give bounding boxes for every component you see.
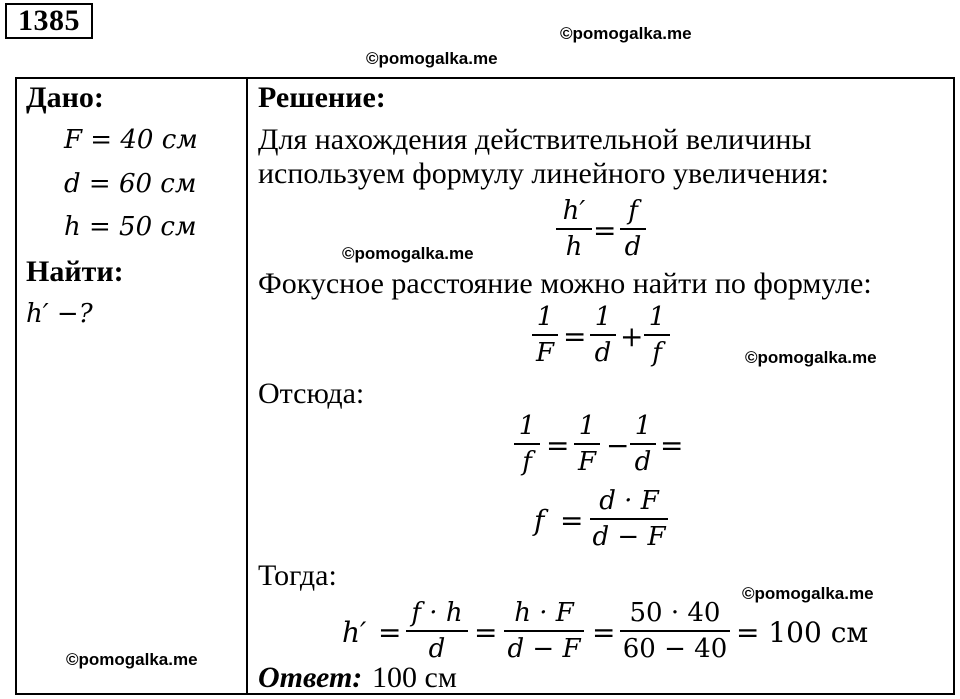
hence-text: Отсюда: — [258, 377, 365, 410]
fraction-numerator: f — [628, 196, 638, 226]
fraction-numerator: 1 — [634, 411, 652, 441]
intro-line-1: Для нахождения действительной величины — [258, 123, 812, 156]
formula-5-fraction-a — [406, 598, 468, 664]
watermark: ©pomogalka.me — [366, 49, 498, 68]
equals-sign: = — [474, 616, 498, 649]
answer-label: Ответ: — [258, 661, 363, 694]
formula-5-lhs: h′ — [342, 616, 367, 649]
fraction-bar — [630, 443, 656, 445]
equals-sign: = — [378, 616, 402, 649]
fraction-numerator: f · h — [411, 598, 463, 628]
fraction-bar — [620, 630, 730, 632]
find-heading: Найти: — [26, 255, 124, 288]
fraction-denominator: f — [652, 338, 662, 368]
then-text: Тогда: — [258, 559, 337, 592]
fraction-bar — [590, 518, 668, 520]
fraction-denominator: F — [535, 338, 555, 368]
equals-sign: = — [563, 320, 587, 353]
formula-1-left-fraction — [556, 196, 592, 262]
formula-2-right-fraction — [644, 302, 670, 368]
intro-line-2: используем формулу линейного увеличения: — [258, 157, 829, 190]
column-divider — [246, 77, 248, 695]
fraction-numerator: 1 — [648, 302, 666, 332]
fraction-numerator: 1 — [594, 302, 612, 332]
formula-3-right-fraction — [630, 411, 656, 477]
given-object-height: h = 50 см — [64, 212, 197, 242]
given-object-distance: d = 60 см — [64, 169, 197, 199]
given-focal-length: F = 40 см — [64, 125, 198, 155]
fraction-numerator: 1 — [518, 411, 536, 441]
fraction-denominator: d — [634, 447, 652, 477]
watermark: ©pomogalka.me — [742, 584, 874, 603]
watermark: ©pomogalka.me — [342, 244, 474, 263]
watermark: ©pomogalka.me — [66, 650, 198, 669]
formula-5-fraction-b — [504, 598, 584, 664]
plus-sign: + — [620, 320, 644, 353]
formula-5-fraction-c — [620, 598, 730, 664]
focal-length-text: Фокусное расстояние можно найти по формуле: — [258, 267, 872, 300]
watermark: ©pomogalka.me — [745, 348, 877, 367]
equals-sign: = — [660, 429, 684, 462]
fraction-denominator: f — [522, 447, 532, 477]
formula-4-fraction — [590, 486, 668, 552]
fraction-bar — [590, 334, 616, 336]
fraction-denominator: d — [594, 338, 612, 368]
find-value: h′ −? — [26, 299, 93, 329]
formula-4-lhs: f — [534, 504, 545, 537]
equals-sign: = — [546, 429, 570, 462]
fraction-denominator: F — [577, 447, 597, 477]
formula-3-left-fraction — [514, 411, 540, 477]
fraction-numerator: d · F — [599, 486, 659, 516]
fraction-numerator: 50 · 40 — [629, 598, 721, 628]
fraction-denominator: d — [428, 634, 446, 664]
equals-sign: = — [593, 214, 617, 247]
minus-sign: − — [606, 429, 630, 462]
problem-number: 1385 — [5, 3, 93, 39]
fraction-bar — [504, 630, 584, 632]
solution-heading: Решение: — [258, 81, 386, 114]
formula-2-middle-fraction — [590, 302, 616, 368]
fraction-bar — [406, 630, 468, 632]
fraction-numerator: h · F — [514, 598, 574, 628]
fraction-numerator: 1 — [578, 411, 596, 441]
formula-5-result: = 100 см — [736, 616, 869, 649]
formula-2-left-fraction — [532, 302, 558, 368]
answer-value: 100 см — [372, 661, 457, 694]
fraction-bar — [620, 228, 646, 230]
equals-sign: = — [592, 616, 616, 649]
fraction-bar — [556, 228, 592, 230]
given-heading: Дано: — [26, 81, 104, 114]
fraction-denominator: h — [565, 232, 583, 262]
formula-3-middle-fraction — [574, 411, 600, 477]
equals-sign: = — [560, 504, 584, 537]
fraction-numerator: h′ — [562, 196, 586, 226]
fraction-numerator: 1 — [536, 302, 554, 332]
fraction-denominator: d − F — [507, 634, 581, 664]
fraction-denominator: d − F — [592, 522, 666, 552]
fraction-bar — [644, 334, 670, 336]
fraction-denominator: d — [624, 232, 642, 262]
formula-1-right-fraction — [620, 196, 646, 262]
fraction-bar — [574, 443, 600, 445]
fraction-bar — [514, 443, 540, 445]
fraction-denominator: 60 − 40 — [622, 634, 728, 664]
watermark: ©pomogalka.me — [560, 24, 692, 43]
fraction-bar — [532, 334, 558, 336]
